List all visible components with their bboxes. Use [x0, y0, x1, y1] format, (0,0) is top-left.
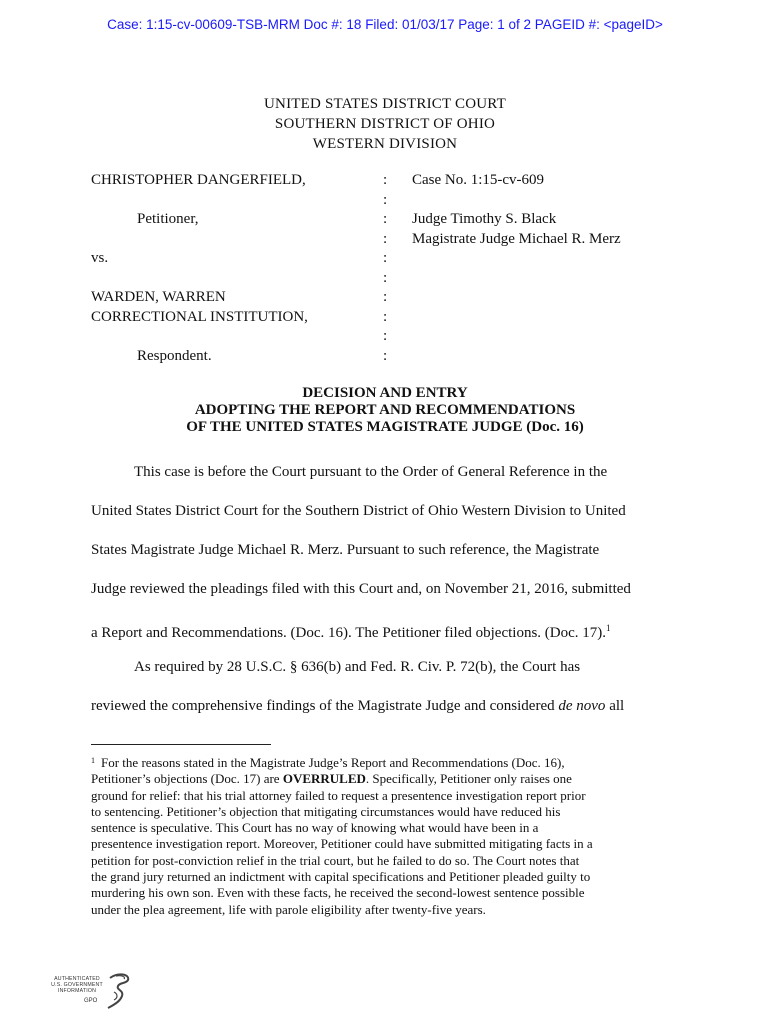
body-line — [91, 616, 681, 655]
colon: : — [383, 328, 388, 344]
gpo-eagle-icon — [104, 972, 134, 1010]
footnote-line: petition for post-conviction relief in the trial court, but he failed to do so. The Court notes that — [91, 852, 580, 868]
decision-title — [0, 385, 770, 436]
court-district: SOUTHERN DISTRICT OF OHIO — [274, 116, 496, 132]
colon: : — [383, 211, 388, 227]
versus: vs. — [91, 250, 109, 266]
district-judge: Judge Timothy S. Black — [412, 211, 557, 227]
footnote-line: ground for relief: that his trial attorney failed to request a presentence investigation report prior — [91, 787, 586, 803]
court-heading — [0, 94, 770, 154]
colon: : — [383, 308, 388, 325]
footnote-ref[interactable]: 1 — [606, 623, 611, 633]
gpo-authentication-logo — [44, 972, 134, 1012]
magistrate-judge: Magistrate Judge Michael R. Merz — [412, 230, 621, 247]
colon: : — [383, 347, 388, 364]
colon: : — [383, 191, 388, 208]
footnote-divider — [91, 744, 271, 745]
body-line: Judge reviewed the pleadings filed with this Court and, on November 21, 2016, submitted — [91, 581, 631, 597]
respondent-name-2: CORRECTIONAL INSTITUTION, — [91, 308, 308, 325]
gpo-text: AUTHENTICATED U.S. GOVERNMENT INFORMATION — [51, 976, 103, 994]
colon: : — [383, 289, 388, 305]
italic-phrase: de novo — [558, 698, 606, 714]
court-division: WESTERN DIVISION — [312, 136, 458, 152]
body-line: United States District Court for the Southern District of Ohio Western Division to United — [91, 503, 626, 519]
footnote — [91, 753, 691, 918]
colon: : — [383, 269, 388, 286]
footnote-line: sentence is speculative. This Court has no way of knowing what would have been in a — [91, 820, 539, 836]
body-line: This case is before the Court pursuant to the Order of General Reference in the — [134, 464, 608, 480]
gpo-mark: GPO — [84, 998, 98, 1004]
footnote-line: murdering his own son. Even with these facts, he received the second-lowest sentence possible — [91, 885, 585, 901]
body-line-text: a Report and Recommendations. (Doc. 16). The Petitioner filed objections. (Doc. 17). — [91, 625, 607, 641]
ecf-header-stamp: Case: 1:15-cv-00609-TSB-MRM Doc #: 18 Filed: 01/03/17 Page: 1 of 2 PAGEID #: <pageID> — [107, 17, 663, 32]
respondent-name-1: WARDEN, WARREN — [91, 289, 226, 305]
case-number: Case No. 1:15-cv-609 — [412, 172, 545, 188]
body-line: As required by 28 U.S.C. § 636(b) and Fed. R. Civ. P. 72(b), the Court has — [134, 659, 581, 675]
body-line: States Magistrate Judge Michael R. Merz. Pursuant to such reference, the Magistrate — [91, 542, 600, 558]
respondent-role: Respondent. — [137, 347, 212, 364]
footnote-line: the grand jury returned an indictment with capital specifications and Petitioner pleaded guilty to — [91, 869, 591, 885]
petitioner-name: CHRISTOPHER DANGERFIELD, — [91, 172, 306, 188]
petitioner-role: Petitioner, — [137, 211, 199, 227]
body-line: reviewed the comprehensive findings of the Magistrate Judge and considered de novo all — [91, 698, 625, 714]
title-line-1: DECISION AND ENTRY — [302, 385, 468, 401]
colon: : — [383, 250, 388, 266]
caption-case-info — [412, 171, 712, 249]
footnote-line: Petitioner’s objections (Doc. 17) are OVERRULED. Specifically, Petitioner only raises one — [91, 771, 572, 787]
footnote-line: under the plea agreement, life with parole eligibility after twenty-five years. — [91, 901, 486, 917]
title-line-2: ADOPTING THE REPORT AND RECOMMENDATIONS — [194, 402, 576, 418]
overruled-emphasis: OVERRULED — [282, 771, 366, 787]
caption-parties — [91, 171, 381, 366]
court-name: UNITED STATES DISTRICT COURT — [264, 96, 506, 112]
footnote-line: to sentencing. Petitioner’s objection that mitigating circumstances would have reduced his — [91, 803, 561, 819]
footnote-line: presentence investigation report. Moreover, Petitioner could have submitted mitigating facts in a — [91, 836, 593, 852]
title-line-3: OF THE UNITED STATES MAGISTRATE JUDGE (Doc. 16) — [186, 419, 584, 435]
body-text — [91, 460, 681, 733]
footnote-line: $^1$ For the reasons stated in the Magistrate Judge’s Report and Recommendations (Doc. 16), — [91, 755, 565, 770]
caption-colons — [383, 171, 393, 366]
footnote-marker: 1 — [91, 756, 95, 765]
colon: : — [383, 230, 388, 247]
colon: : — [383, 172, 388, 188]
